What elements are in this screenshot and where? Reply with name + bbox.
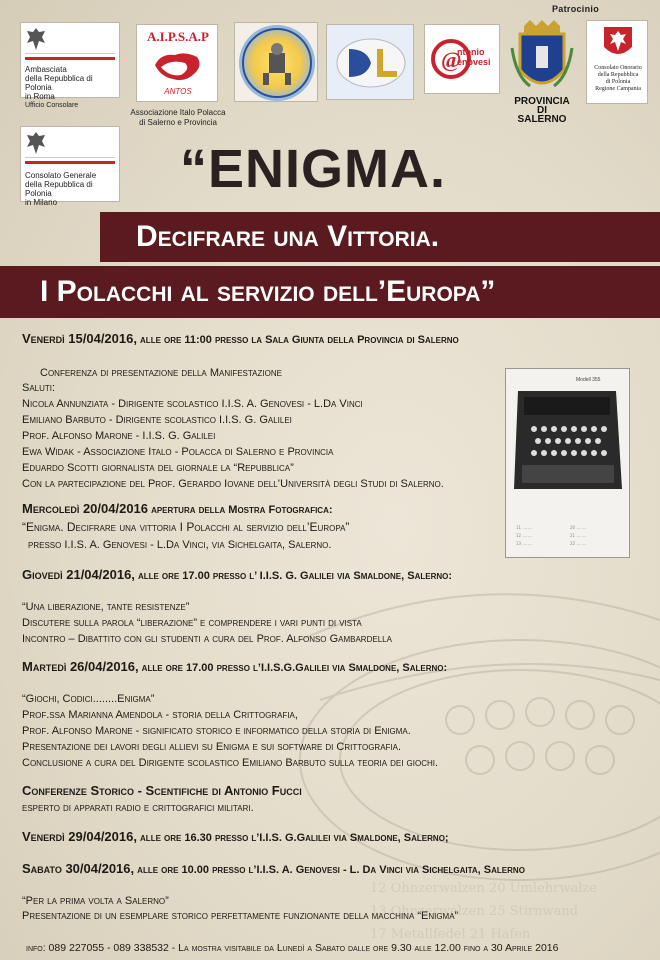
enigma-machine-photo (505, 368, 630, 558)
svg-text:20 ........: 20 ........ (570, 525, 587, 530)
flag-red-bar (25, 161, 115, 164)
school-robot-icon (239, 25, 315, 101)
onorario-line-1: Consolato Onorario (594, 65, 642, 71)
patrocinio-label: Patrocinio (552, 4, 600, 14)
antonio-genovesi-text (457, 47, 491, 67)
aipsap-caption-line-1: Associazione Italo Polacca (130, 108, 226, 117)
event-4-line-1: “Giochi, Codici........Enigma” (22, 693, 155, 705)
onorario-line-3: di Polonia (605, 79, 631, 85)
svg-text:13 Ohnzerwalzen 25 Sti: 13 Ohnzerwalzen 25 Stirnwand (370, 904, 579, 919)
aipsap-map-icon (151, 47, 205, 87)
event-1-line-1: Conferenza di presentazione della Manifestazione (40, 367, 282, 379)
ambasciata-line-1: Ambasciata (25, 65, 67, 74)
event-6-line-1: “Per la prima volta a Salerno” (22, 895, 169, 907)
aipsap-name: A.I.P.S.A.P (146, 29, 209, 44)
event-1-detail: alle ore 11:00 presso la Sala Giunta della Provincia di Salerno (136, 334, 459, 346)
event-1-line-2: Saluti: (22, 382, 56, 394)
svg-text:@: @ (441, 47, 462, 72)
event-1-heading (22, 332, 459, 347)
event-1-line-4: Emiliano Barbuto - Dirigente scolastico I.I.S. G. Galilei (22, 414, 292, 426)
school-logo-frame (234, 22, 318, 102)
title-banner-2: I Polacchi al servizio dell’Europa” (0, 266, 660, 318)
antonio-genovesi-logo (424, 24, 500, 94)
footer-info: info: 089 227055 - 089 338532 - La mostra visitabile da Lunedì a Sabato dalle ore 9.30 alle 12.00 fino a 30 Aprile 2016 (26, 942, 559, 954)
antonio-line: ntonio (457, 47, 485, 57)
event-4-line-4: Presentazione dei lavori degli allievi su Enigma e sui software di Crittografia. (22, 741, 402, 753)
event-2-line-1: “Enigma. Decifrare una vittoria I Polacchi al servizio dell’Europa” (22, 520, 350, 534)
enigma-machine-drawing (506, 369, 629, 557)
event-3-line-2: Discutere sulla parola “liberazione” e comprendere i vari punti di vista (22, 617, 362, 629)
event-2-line-2: presso I.I.S. A. Genovesi - L.Da Vinci, via Sichelgaita, Salerno. (28, 539, 332, 551)
consolato-milano-logo (20, 126, 120, 207)
genovesi-line: enovesi (457, 57, 491, 67)
conference-line-1: esperto di apparati radio e crittografici militari. (22, 802, 254, 814)
consolato-onorario-logo (586, 20, 648, 104)
onorario-line-4: Regione Campania (595, 86, 641, 92)
event-1-line-3: Nicola Annunziata - Dirigente scolastico I.I.S. A. Genovesi - L.Da Vinci (22, 398, 363, 410)
ambasciata-text (25, 65, 119, 110)
event-4-detail: alle ore 17.00 presso l’I.I.S.G.Galilei via Smaldone, Salerno: (138, 662, 448, 674)
milano-line-3: in Milano (25, 198, 58, 207)
svg-text:11 ........: 11 ........ (516, 525, 533, 530)
event-2-date: Mercoledì 20/04/2016 (22, 501, 149, 516)
event-4-heading (22, 660, 447, 675)
event-3-line-1: “Una liberazione, tante resistenze” (22, 601, 190, 613)
main-title: “ENIGMA. (180, 139, 447, 199)
milano-line-2: della Repubblica di Polonia (25, 180, 93, 198)
event-3-line-3: Incontro – Dibattito con gli studenti a cura del Prof. Alfonso Gambardella (22, 633, 392, 645)
province-line-1: PROVINCIA (514, 96, 570, 107)
photo-label: Modell 355 (576, 377, 601, 383)
ambasciata-line-4: Ufficio Consolare (25, 102, 79, 109)
event-5-heading (22, 830, 449, 845)
aipsap-sub: ANTOS (164, 87, 192, 96)
event-6-detail: alle ore 10.00 presso l’I.I.S. A. Genovesi - L. Da Vinci via Sichelgaita, Salerno (134, 864, 525, 876)
event-3-date: Giovedì 21/04/2016, (22, 567, 135, 582)
polish-eagle-icon (25, 26, 47, 52)
event-1-line-7: Eduardo Scotti giornalista del giornale la “Repubblica” (22, 462, 294, 474)
province-line-2: DI SALERNO (517, 105, 567, 125)
dl-logo (326, 24, 414, 100)
aipsap-caption-line-2: di Salerno e Provincia (139, 118, 217, 127)
svg-text:17 Metallfedel 21 H: 17 Metallfedel 21 Hafen (370, 927, 531, 942)
svg-text:22 ........: 22 ........ (570, 541, 587, 546)
svg-text:12 Ohnzerwalzen 20 Uml: 12 Ohnzerwalzen 20 Umlehrwalze (370, 881, 597, 896)
aipsap-logo (136, 24, 218, 102)
school-logo (239, 25, 315, 101)
title-banner-1: Decifrare una Vittoria. (100, 212, 660, 262)
flag-red-bar (25, 57, 115, 60)
event-4-date: Martedì 26/04/2016, (22, 659, 139, 674)
event-6-line-2: Presentazione di un esemplare storico perfettamente funzionante della macchina “Enigma” (22, 910, 459, 922)
event-4-line-5: Conclusione a cura del Dirigente scolastico Emiliano Barbuto sulla teoria dei giochi. (22, 757, 439, 769)
event-1-line-6: Ewa Widak - Associazione Italo - Polacca di Salerno e Provincia (22, 446, 334, 458)
event-6-date: Sabato 30/04/2016, (22, 861, 135, 876)
dl-logo-mark (327, 25, 415, 101)
aipsap-caption (118, 108, 238, 128)
svg-text:12 ........: 12 ........ (516, 533, 533, 538)
consolato-onorario-text (587, 65, 649, 93)
conference-heading: Conferenze Storico - Scentifiche di Antonio Fucci (22, 783, 302, 798)
province-caption (512, 97, 572, 124)
event-3-detail: alle ore 17.00 presso l’ I.I.S. G. Galilei via Smaldone, Salerno: (134, 570, 453, 582)
province-crest (510, 20, 574, 98)
event-2-heading (22, 502, 333, 517)
event-2-detail: apertura della Mostra Fotografica: (148, 504, 333, 516)
consulate-eagle-icon (602, 25, 634, 61)
polish-eagle-icon (25, 130, 47, 156)
event-1-date: Venerdì 15/04/2016, (22, 331, 137, 346)
event-5-date: Venerdì 29/04/2016, (22, 829, 137, 844)
svg-text:21 ........: 21 ........ (570, 533, 587, 538)
event-5-detail: alle ore 16.30 presso l’I.I.S. G.Galilei via Smaldone, Salerno; (136, 832, 449, 844)
ambasciata-logo (20, 22, 120, 109)
ambasciata-line-2: della Repubblica di Polonia (25, 74, 93, 92)
milano-line-1: Consolato Generale (25, 171, 97, 180)
event-3-heading (22, 568, 452, 583)
ambasciata-line-3: in Roma (25, 92, 55, 101)
svg-text:13 ........: 13 ........ (516, 541, 533, 546)
event-6-heading (22, 862, 525, 877)
event-4-line-3: Prof. Alfonso Marone - significato storico e informatico della storia di Enigma. (22, 725, 411, 737)
event-4-line-2: Prof.ssa Marianna Amendola - storia della Crittografia, (22, 709, 298, 721)
onorario-line-2: della Repubblica (597, 72, 639, 78)
event-1-line-8: Con la partecipazione del Prof. Gerardo Iovane dell’Università degli Studi di Salerno. (22, 478, 444, 490)
consolato-milano-text (25, 171, 119, 207)
event-1-line-5: Prof. Alfonso Marone - I.I.S. G. Galilei (22, 430, 216, 442)
